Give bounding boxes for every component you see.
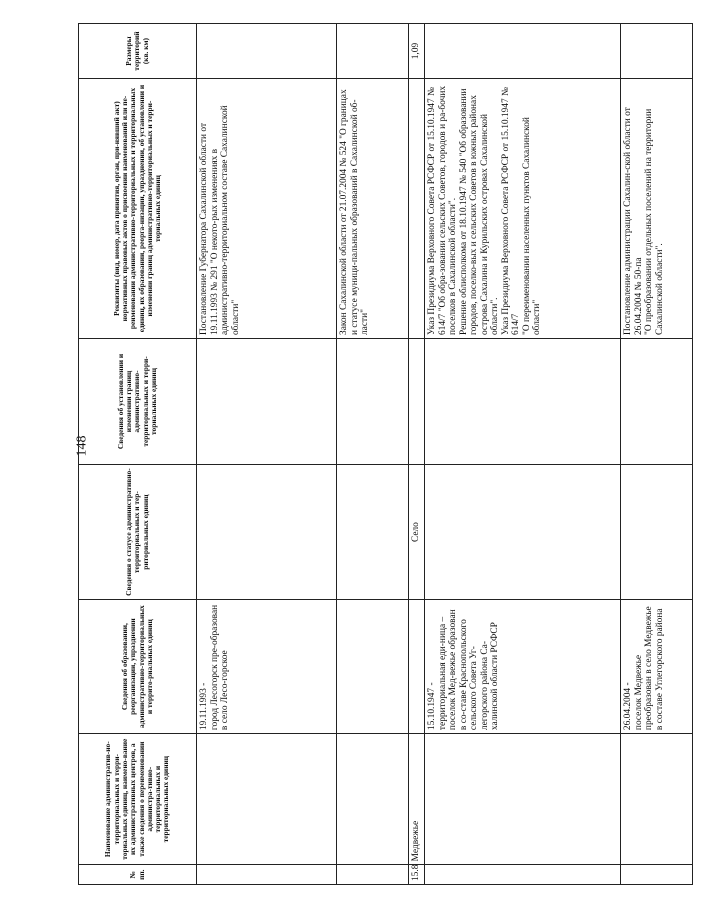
registry-table [78, 23, 693, 885]
cell-status [621, 465, 693, 600]
header-formation: Сведения об образовании, реорганизации, упразднении административно-территориальных и террито-риальных единиц [79, 600, 197, 734]
cell-formation: 15.10.1947 - территориальная еди-ница – поселок Мед-вежье образован в со-ставе Краснопольского сельского Совета Уг-легорского района Са-халинской области РСФСР [425, 600, 621, 734]
cell-area [621, 24, 693, 79]
cell-boundaries [425, 339, 621, 465]
cell-formation: 26.04.2004 - поселок Медвежье преобразован в село Медвежье в составе Углегорского района [621, 600, 693, 734]
header-boundaries: Сведения об установлении и изменении границ административно-территориальных и терри-ториальных единиц [79, 339, 197, 465]
page-number: 148 [74, 435, 90, 457]
table-row [621, 24, 693, 885]
rotated-page-content [78, 0, 718, 885]
cell-num [337, 865, 409, 885]
cell-boundaries [621, 339, 693, 465]
header-status: Сведения о статусе административно-территориальных и тер-риториальных единиц [79, 465, 197, 600]
cell-num: 15.8 [409, 865, 425, 885]
cell-name [337, 734, 409, 865]
header-area: Размеры территорий (кв. км) [79, 24, 197, 79]
cell-name [621, 734, 693, 865]
cell-name [197, 734, 337, 865]
table-header-row [79, 24, 197, 885]
cell-acts: Постановление Губернатора Сахалинской области от 19.11.1993 № 291 "О некото-рых изменениях в административно-территориальном составе Сахалинской области" [197, 79, 337, 339]
cell-num [197, 865, 337, 885]
cell-name [425, 734, 621, 865]
cell-area [337, 24, 409, 79]
cell-acts: Постановление администрации Сахалин-ской области от 26.04.2004 № 50-па "О преобразовании отдельных поселений на территории Сахалинской области". [621, 79, 693, 339]
table-row [409, 24, 425, 885]
cell-num [621, 865, 693, 885]
cell-formation [337, 600, 409, 734]
table-row [337, 24, 409, 885]
cell-name: Медвежье [409, 734, 425, 865]
cell-status [337, 465, 409, 600]
cell-formation [409, 600, 425, 734]
cell-acts [409, 79, 425, 339]
cell-area [197, 24, 337, 79]
header-num: № пп. [79, 865, 197, 885]
table-row [197, 24, 337, 885]
cell-formation: 19.11.1993 - город Лесогорск пре-образован в село Лесо-горское [197, 600, 337, 734]
cell-num [425, 865, 621, 885]
cell-boundaries [337, 339, 409, 465]
cell-area [425, 24, 621, 79]
cell-acts: Закон Сахалинской области от 21.07.2004 № 524 "О границах и статусе муници-пальных образований в Сахалинской об-ласти" [337, 79, 409, 339]
cell-status [197, 465, 337, 600]
cell-status: Село [409, 465, 425, 600]
cell-status [425, 465, 621, 600]
table-row [425, 24, 621, 885]
cell-boundaries [197, 339, 337, 465]
header-acts: Реквизиты (вид, номер, дата принятия, орган, при-нявший акт) нормативных правовых актов о присвоении наименований или пе-реименовании административно-территориальных и территориальных единиц, их образовании, реорга-низации, упразднении, об установлении и изменении границ административно-территориальных и терри-ториальных единиц [79, 79, 197, 339]
header-name: Наименование административ-но-территориальных и терри-ториальных единиц, наимено-вание их административных центров, а также сведения о переименовании администра-тивно-территориальных и территориальных единиц [79, 734, 197, 865]
cell-acts: Указ Президиума Верховного Совета РСФСР от 15.10.1947 № 614/7 "Об обра-зовании сельских Советов, городов и ра-бочих поселков в Сахалинской области". Решение облисполкома от 18.10.1947 № 540 "Об образовании городов, поселко-вых и сельских Советов в южных районах острова Сахалина и Курильских островах Сахалинской области". Указ Президиума Верховного Совета РСФСР от 15.10.1947 № 614/7 "О переименовании населенных пунктов Сахалинской области" [425, 79, 621, 339]
cell-boundaries [409, 339, 425, 465]
cell-area: 1,09 [409, 24, 425, 79]
